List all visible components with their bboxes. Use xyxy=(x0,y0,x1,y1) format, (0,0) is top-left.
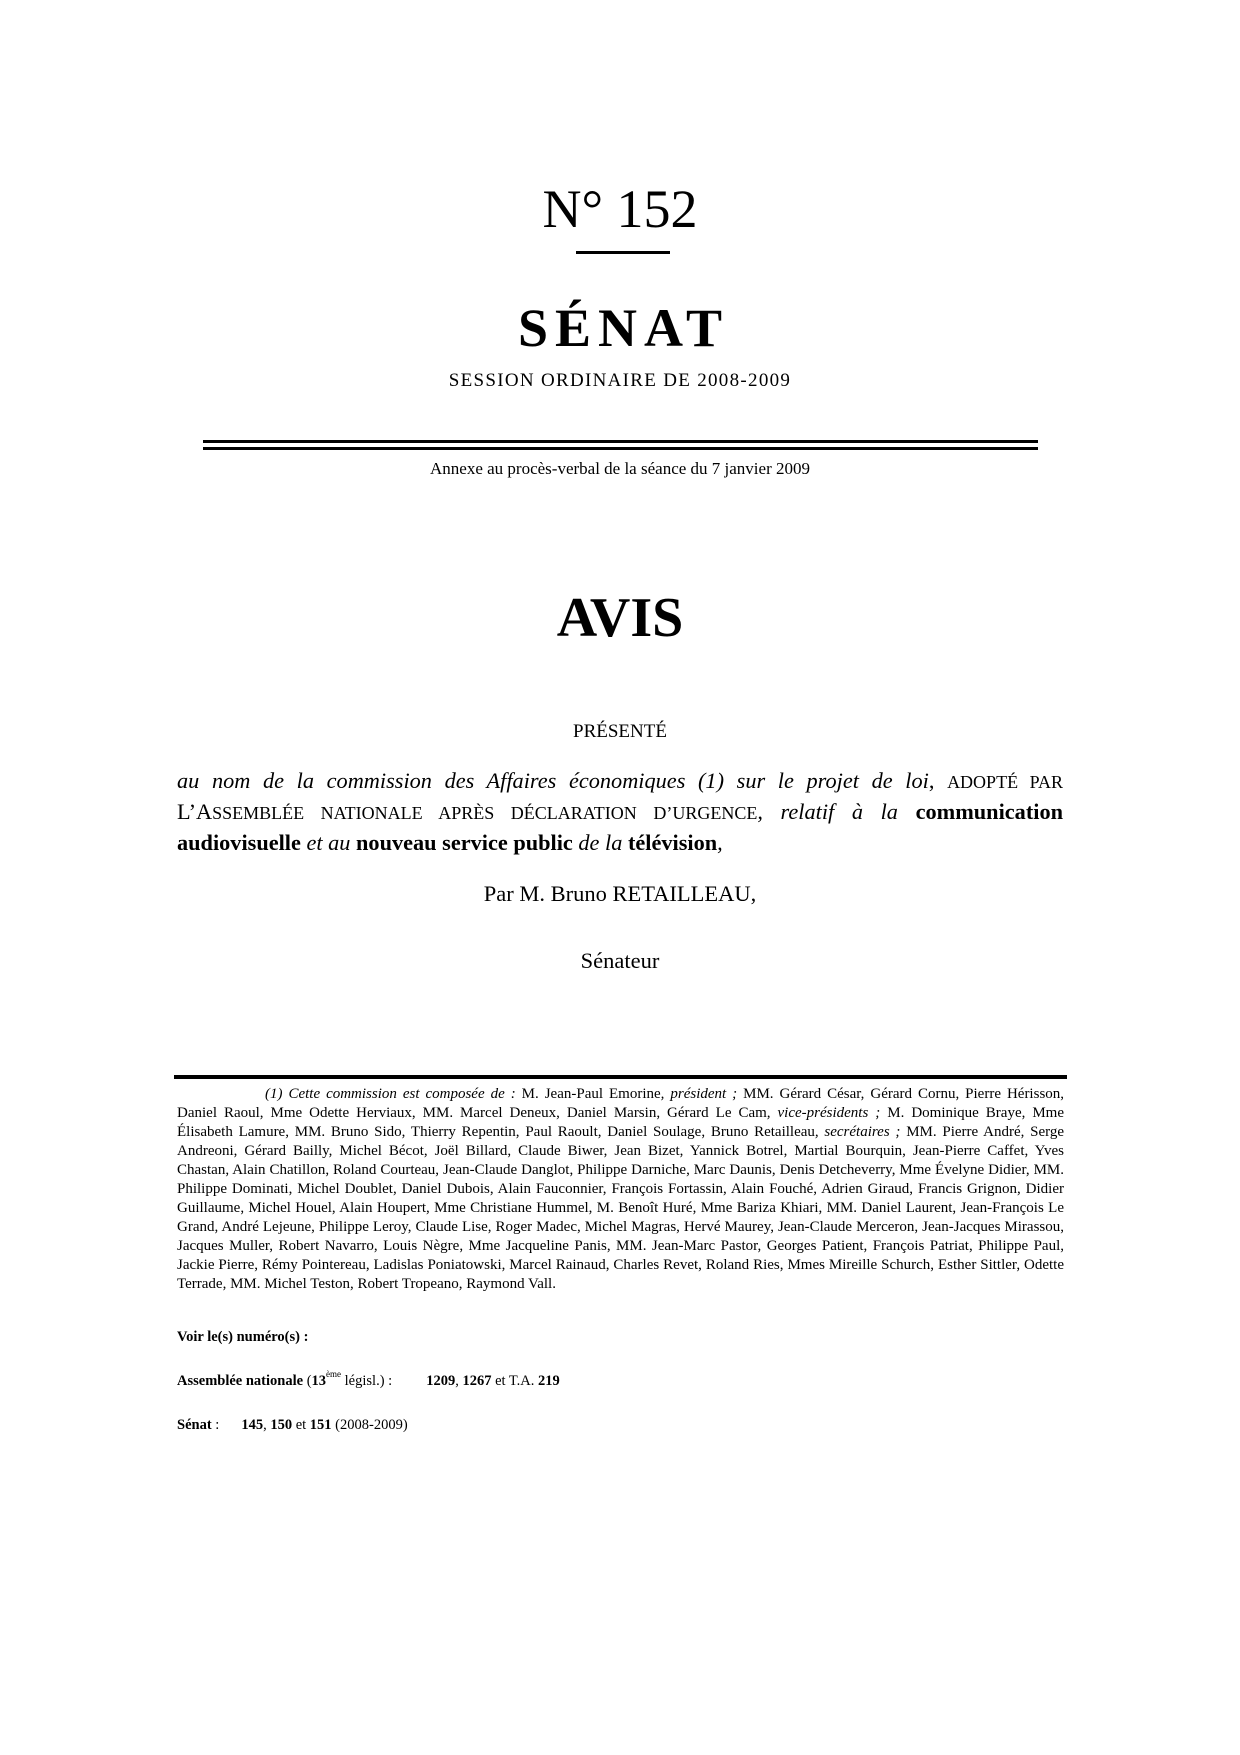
intro-italic-1: au nom de la commission des Affaires économiques (1) sur le projet de loi xyxy=(177,768,929,793)
session-line: SESSION ORDINAIRE DE 2008-2009 xyxy=(448,370,792,391)
intro-italic-2: , relatif à la xyxy=(757,799,898,824)
document-type-title: AVIS xyxy=(556,587,684,649)
document-number: N° 152 xyxy=(542,179,698,239)
footnote-commission xyxy=(177,1085,1064,1294)
intro-bold-3: télévision xyxy=(627,830,718,855)
assemblee-num-2: 1267 xyxy=(462,1373,492,1389)
intro-end: , xyxy=(717,830,723,855)
intro-italic-4: de la xyxy=(578,830,623,855)
footnote-vice-names: MM. Gérard César, Gérard Cornu, Pierre Hérisson, Daniel Raoul, Mme Odette Herviaux, MM. Marcel Deneux, Daniel Marsin, Gérard Le Cam xyxy=(177,1086,1065,1121)
senat-et: et xyxy=(292,1417,310,1433)
author-line: Par M. Bruno RETAILLEAU, xyxy=(483,881,757,906)
intro-italic-3: et au xyxy=(306,830,351,855)
intro-bold-1: communication audiovisuelle xyxy=(177,799,1063,855)
intro-assemblee: SSEMBLÉE NATIONALE APRÈS DÉCLARATION D’URGENCE xyxy=(212,803,758,823)
senat-num-3: 151 xyxy=(309,1417,332,1433)
see-numbers-label: Voir le(s) numéro(s) : xyxy=(177,1329,309,1345)
footnote-secretaires-names: M. Dominique Braye, Mme Élisabeth Lamure, MM. Bruno Sido, Thierry Repentin, Paul Raoult, Daniel Soulage, Bruno Retailleau xyxy=(177,1105,1064,1140)
assemblee-label: Assemblée nationale xyxy=(177,1373,304,1389)
assemblee-ta: 219 xyxy=(538,1373,560,1389)
footnote-rule xyxy=(174,1075,1067,1079)
intro-paragraph xyxy=(177,766,1063,857)
assemblee-reference xyxy=(177,1369,560,1391)
senat-reference xyxy=(177,1416,408,1435)
assemblee-legislature-suffix: ème xyxy=(326,1369,342,1380)
intro-bold-2: nouveau service public xyxy=(356,830,573,855)
assemblee-paren: ( xyxy=(303,1373,312,1389)
header-rule-bottom xyxy=(203,447,1038,450)
author-role: Sénateur xyxy=(580,948,660,973)
intro-adopte: ADOPTÉ PAR xyxy=(947,772,1063,792)
senat-num-2: 150 xyxy=(270,1417,293,1433)
footnote-lead: (1) Cette commission est composée de : xyxy=(265,1086,516,1102)
intro-l-cap: L’A xyxy=(177,799,213,824)
senat-colon: : xyxy=(211,1417,220,1433)
footnote-president-name: M. Jean-Paul Emorine xyxy=(521,1086,661,1102)
header-rule-top xyxy=(203,440,1038,443)
chamber-title: SÉNAT xyxy=(517,298,730,358)
assemblee-legislature-rest: législ.) : xyxy=(341,1373,393,1389)
assemblee-legislature: 13 xyxy=(311,1373,327,1389)
senat-years: (2008-2009) xyxy=(331,1417,408,1433)
footnote-president-label: , président ; xyxy=(660,1086,738,1102)
senat-num-1: 145 xyxy=(241,1417,264,1433)
senat-sep: , xyxy=(263,1417,271,1433)
senat-label: Sénat xyxy=(177,1417,212,1433)
assemblee-et: et T.A. xyxy=(491,1373,539,1389)
footnote-vice-label: , vice-présidents ; xyxy=(766,1105,881,1121)
assemblee-num-1: 1209 xyxy=(426,1373,456,1389)
assemblee-sep: , xyxy=(455,1373,463,1389)
number-underline xyxy=(576,251,670,254)
footnote-secretaires-label: , secrétaires ; xyxy=(814,1124,901,1140)
footnote-members: MM. Pierre André, Serge Andreoni, Gérard Bailly, Michel Bécot, Joël Billard, Claude Biwer, Jean Bizet, Yannick Botrel, Martial Bourquin, Jean-Pierre Caffet, Yves Chastan, Alain Chatillon, Roland Courteau, Jean-Claude Danglot, Philippe Darniche, Marc Daunis, Denis Detcheverry, Mme Évelyne Didier, MM. Philippe Dominati, Michel Doublet, Daniel Dubois, Alain Fauconnier, François Fortassin, Alain Fouché, Adrien Giraud, Francis Grignon, Didier Guillaume, Michel Houel, Alain Houpert, Mme Christiane Hummel, M. Benoît Huré, Mme Bariza Khiari, MM. Daniel Laurent, Jean-François Le Grand, André Lejeune, Philippe Leroy, Claude Lise, Roger Madec, Michel Magras, Hervé Maurey, Jean-Claude Merceron, Jean-Jacques Mirassou, Jacques Muller, Robert Navarro, Louis Nègre, Mme Jacqueline Panis, MM. Jean-Marc Pastor, Georges Patient, François Patriat, Philippe Paul, Jackie Pierre, Rémy Pointereau, Ladislas Poniatowski, Marcel Rainaud, Charles Revet, Roland Ries, Mmes Mireille Schurch, Esther Sittler, Odette Terrade, MM. Michel Teston, Robert Tropeano, Raymond Vall. xyxy=(177,1124,1064,1292)
intro-comma: , xyxy=(928,768,935,793)
annexe-line: Annexe au procès-verbal de la séance du 7 janvier 2009 xyxy=(430,459,810,478)
presente-label: PRÉSENTÉ xyxy=(573,721,667,742)
